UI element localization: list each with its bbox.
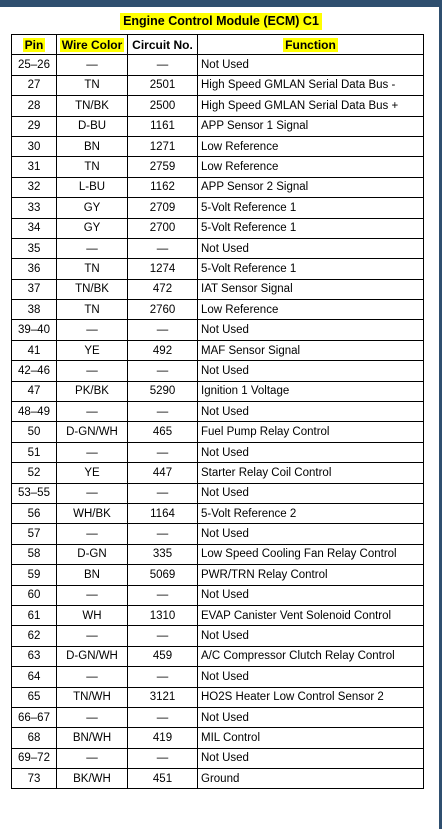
circuit-cell: 1310 [128, 605, 198, 625]
table-row [12, 442, 424, 462]
wire-color-cell: — [57, 667, 128, 687]
pin-cell: 64 [12, 667, 57, 687]
table-row [12, 422, 424, 442]
circuit-cell: 2700 [128, 218, 198, 238]
table-row [12, 340, 424, 360]
circuit-cell: 5069 [128, 565, 198, 585]
table-row [12, 198, 424, 218]
wire-color-cell: — [57, 585, 128, 605]
pin-cell: 36 [12, 259, 57, 279]
header-wire-color [57, 35, 128, 55]
pin-cell: 68 [12, 728, 57, 748]
wire-color-cell: BN [57, 565, 128, 585]
table-row [12, 748, 424, 768]
table-row [12, 605, 424, 625]
function-cell: Ignition 1 Voltage [198, 381, 424, 401]
pin-cell: 57 [12, 524, 57, 544]
circuit-cell: 1161 [128, 116, 198, 136]
table-row [12, 503, 424, 523]
circuit-cell: 2709 [128, 198, 198, 218]
function-cell: HO2S Heater Low Control Sensor 2 [198, 687, 424, 707]
function-cell: Low Reference [198, 136, 424, 156]
wire-color-cell: D-BU [57, 116, 128, 136]
header-circuit-label: Circuit No. [132, 37, 193, 52]
circuit-cell: 1274 [128, 259, 198, 279]
circuit-cell: — [128, 748, 198, 768]
wire-color-cell: YE [57, 340, 128, 360]
function-cell: 5-Volt Reference 1 [198, 218, 424, 238]
wire-color-cell: TN [57, 157, 128, 177]
header-function-label: Function [285, 37, 336, 52]
wire-color-cell: — [57, 524, 128, 544]
table-row [12, 116, 424, 136]
pin-cell: 29 [12, 116, 57, 136]
table-row [12, 361, 424, 381]
table-row [12, 136, 424, 156]
window-top-border [0, 0, 442, 7]
circuit-cell: 447 [128, 463, 198, 483]
pin-cell: 60 [12, 585, 57, 605]
table-row [12, 279, 424, 299]
function-cell: MAF Sensor Signal [198, 340, 424, 360]
wire-color-cell: TN/WH [57, 687, 128, 707]
pin-cell: 32 [12, 177, 57, 197]
circuit-cell: — [128, 55, 198, 75]
pin-cell: 73 [12, 769, 57, 789]
circuit-cell: — [128, 361, 198, 381]
wire-color-cell: — [57, 483, 128, 503]
pin-cell: 48–49 [12, 402, 57, 422]
wire-color-cell: — [57, 238, 128, 258]
function-cell: Not Used [198, 524, 424, 544]
circuit-cell: — [128, 320, 198, 340]
header-wire-color-label: Wire Color [61, 37, 123, 52]
circuit-cell: — [128, 483, 198, 503]
pin-cell: 28 [12, 96, 57, 116]
function-cell: Low Reference [198, 300, 424, 320]
table-header-row [12, 35, 424, 55]
circuit-cell: 2759 [128, 157, 198, 177]
table-row [12, 544, 424, 564]
table-row [12, 96, 424, 116]
circuit-cell: 2500 [128, 96, 198, 116]
function-cell: A/C Compressor Clutch Relay Control [198, 646, 424, 666]
circuit-cell: 1271 [128, 136, 198, 156]
table-row [12, 320, 424, 340]
connector-pinout-table [11, 34, 424, 789]
header-function [198, 35, 424, 55]
wire-color-cell: — [57, 748, 128, 768]
function-cell: Not Used [198, 626, 424, 646]
function-cell: Starter Relay Coil Control [198, 463, 424, 483]
function-cell: Not Used [198, 320, 424, 340]
table-row [12, 667, 424, 687]
wire-color-cell: D-GN/WH [57, 646, 128, 666]
pin-cell: 51 [12, 442, 57, 462]
table-row [12, 75, 424, 95]
function-cell: Ground [198, 769, 424, 789]
table-row [12, 626, 424, 646]
pin-cell: 39–40 [12, 320, 57, 340]
table-row [12, 300, 424, 320]
pin-cell: 56 [12, 503, 57, 523]
function-cell: Low Reference [198, 157, 424, 177]
wire-color-cell: L-BU [57, 177, 128, 197]
pin-cell: 42–46 [12, 361, 57, 381]
function-cell: Not Used [198, 667, 424, 687]
pin-cell: 59 [12, 565, 57, 585]
table-row [12, 402, 424, 422]
function-cell: Not Used [198, 442, 424, 462]
table-row [12, 463, 424, 483]
pin-cell: 27 [12, 75, 57, 95]
pin-cell: 61 [12, 605, 57, 625]
wire-color-cell: TN [57, 300, 128, 320]
pin-cell: 41 [12, 340, 57, 360]
circuit-cell: 472 [128, 279, 198, 299]
table-row [12, 728, 424, 748]
header-pin-label: Pin [24, 37, 44, 52]
function-cell: Not Used [198, 402, 424, 422]
circuit-cell: — [128, 402, 198, 422]
pin-cell: 58 [12, 544, 57, 564]
table-row [12, 157, 424, 177]
circuit-cell: — [128, 667, 198, 687]
function-cell: EVAP Canister Vent Solenoid Control [198, 605, 424, 625]
circuit-cell: 335 [128, 544, 198, 564]
wire-color-cell: D-GN/WH [57, 422, 128, 442]
wire-color-cell: — [57, 55, 128, 75]
pin-cell: 63 [12, 646, 57, 666]
table-row [12, 238, 424, 258]
header-pin [12, 35, 57, 55]
function-cell: Not Used [198, 238, 424, 258]
table-row [12, 707, 424, 727]
circuit-cell: 419 [128, 728, 198, 748]
function-cell: Not Used [198, 55, 424, 75]
table-row [12, 381, 424, 401]
function-cell: Low Speed Cooling Fan Relay Control [198, 544, 424, 564]
circuit-cell: 459 [128, 646, 198, 666]
wire-color-cell: PK/BK [57, 381, 128, 401]
wire-color-cell: WH/BK [57, 503, 128, 523]
function-cell: Not Used [198, 707, 424, 727]
wire-color-cell: BN [57, 136, 128, 156]
function-cell: PWR/TRN Relay Control [198, 565, 424, 585]
function-cell: 5-Volt Reference 1 [198, 198, 424, 218]
table-row [12, 259, 424, 279]
table-row [12, 769, 424, 789]
circuit-cell: — [128, 707, 198, 727]
function-cell: MIL Control [198, 728, 424, 748]
wire-color-cell: — [57, 402, 128, 422]
pin-cell: 33 [12, 198, 57, 218]
pin-cell: 62 [12, 626, 57, 646]
function-cell: Not Used [198, 361, 424, 381]
function-cell: IAT Sensor Signal [198, 279, 424, 299]
wire-color-cell: WH [57, 605, 128, 625]
function-cell: High Speed GMLAN Serial Data Bus + [198, 96, 424, 116]
wire-color-cell: — [57, 442, 128, 462]
pin-cell: 47 [12, 381, 57, 401]
circuit-cell: 492 [128, 340, 198, 360]
pin-cell: 25–26 [12, 55, 57, 75]
function-cell: Not Used [198, 585, 424, 605]
table-row [12, 585, 424, 605]
wire-color-cell: — [57, 626, 128, 646]
circuit-cell: 5290 [128, 381, 198, 401]
function-cell: Not Used [198, 748, 424, 768]
wire-color-cell: BN/WH [57, 728, 128, 748]
function-cell: 5-Volt Reference 1 [198, 259, 424, 279]
pin-cell: 31 [12, 157, 57, 177]
wire-color-cell: TN/BK [57, 96, 128, 116]
table-row [12, 524, 424, 544]
circuit-cell: 1164 [128, 503, 198, 523]
circuit-cell: — [128, 585, 198, 605]
wire-color-cell: — [57, 361, 128, 381]
pin-cell: 65 [12, 687, 57, 707]
pin-cell: 30 [12, 136, 57, 156]
table-row [12, 483, 424, 503]
table-body [12, 55, 424, 789]
pin-cell: 52 [12, 463, 57, 483]
wire-color-cell: — [57, 320, 128, 340]
circuit-cell: — [128, 626, 198, 646]
wire-color-cell: YE [57, 463, 128, 483]
wire-color-cell: GY [57, 198, 128, 218]
circuit-cell: 451 [128, 769, 198, 789]
table-row [12, 218, 424, 238]
wire-color-cell: TN [57, 259, 128, 279]
table-row [12, 55, 424, 75]
pin-cell: 50 [12, 422, 57, 442]
pin-cell: 53–55 [12, 483, 57, 503]
circuit-cell: 465 [128, 422, 198, 442]
function-cell: High Speed GMLAN Serial Data Bus - [198, 75, 424, 95]
header-circuit [128, 35, 198, 55]
wire-color-cell: — [57, 707, 128, 727]
function-cell: APP Sensor 2 Signal [198, 177, 424, 197]
pin-cell: 38 [12, 300, 57, 320]
circuit-cell: 2760 [128, 300, 198, 320]
circuit-cell: — [128, 238, 198, 258]
pin-cell: 35 [12, 238, 57, 258]
circuit-cell: — [128, 524, 198, 544]
document-title: Engine Control Module (ECM) C1 [120, 13, 322, 30]
circuit-cell: 3121 [128, 687, 198, 707]
function-cell: Fuel Pump Relay Control [198, 422, 424, 442]
pin-cell: 34 [12, 218, 57, 238]
wire-color-cell: TN/BK [57, 279, 128, 299]
circuit-cell: 1162 [128, 177, 198, 197]
function-cell: Not Used [198, 483, 424, 503]
function-cell: 5-Volt Reference 2 [198, 503, 424, 523]
title-container [0, 12, 442, 30]
function-cell: APP Sensor 1 Signal [198, 116, 424, 136]
circuit-cell: — [128, 442, 198, 462]
table-row [12, 177, 424, 197]
wire-color-cell: D-GN [57, 544, 128, 564]
wire-color-cell: BK/WH [57, 769, 128, 789]
wire-color-cell: GY [57, 218, 128, 238]
wire-color-cell: TN [57, 75, 128, 95]
table-row [12, 646, 424, 666]
pin-cell: 66–67 [12, 707, 57, 727]
circuit-cell: 2501 [128, 75, 198, 95]
pin-cell: 69–72 [12, 748, 57, 768]
table-row [12, 687, 424, 707]
pin-cell: 37 [12, 279, 57, 299]
table-row [12, 565, 424, 585]
